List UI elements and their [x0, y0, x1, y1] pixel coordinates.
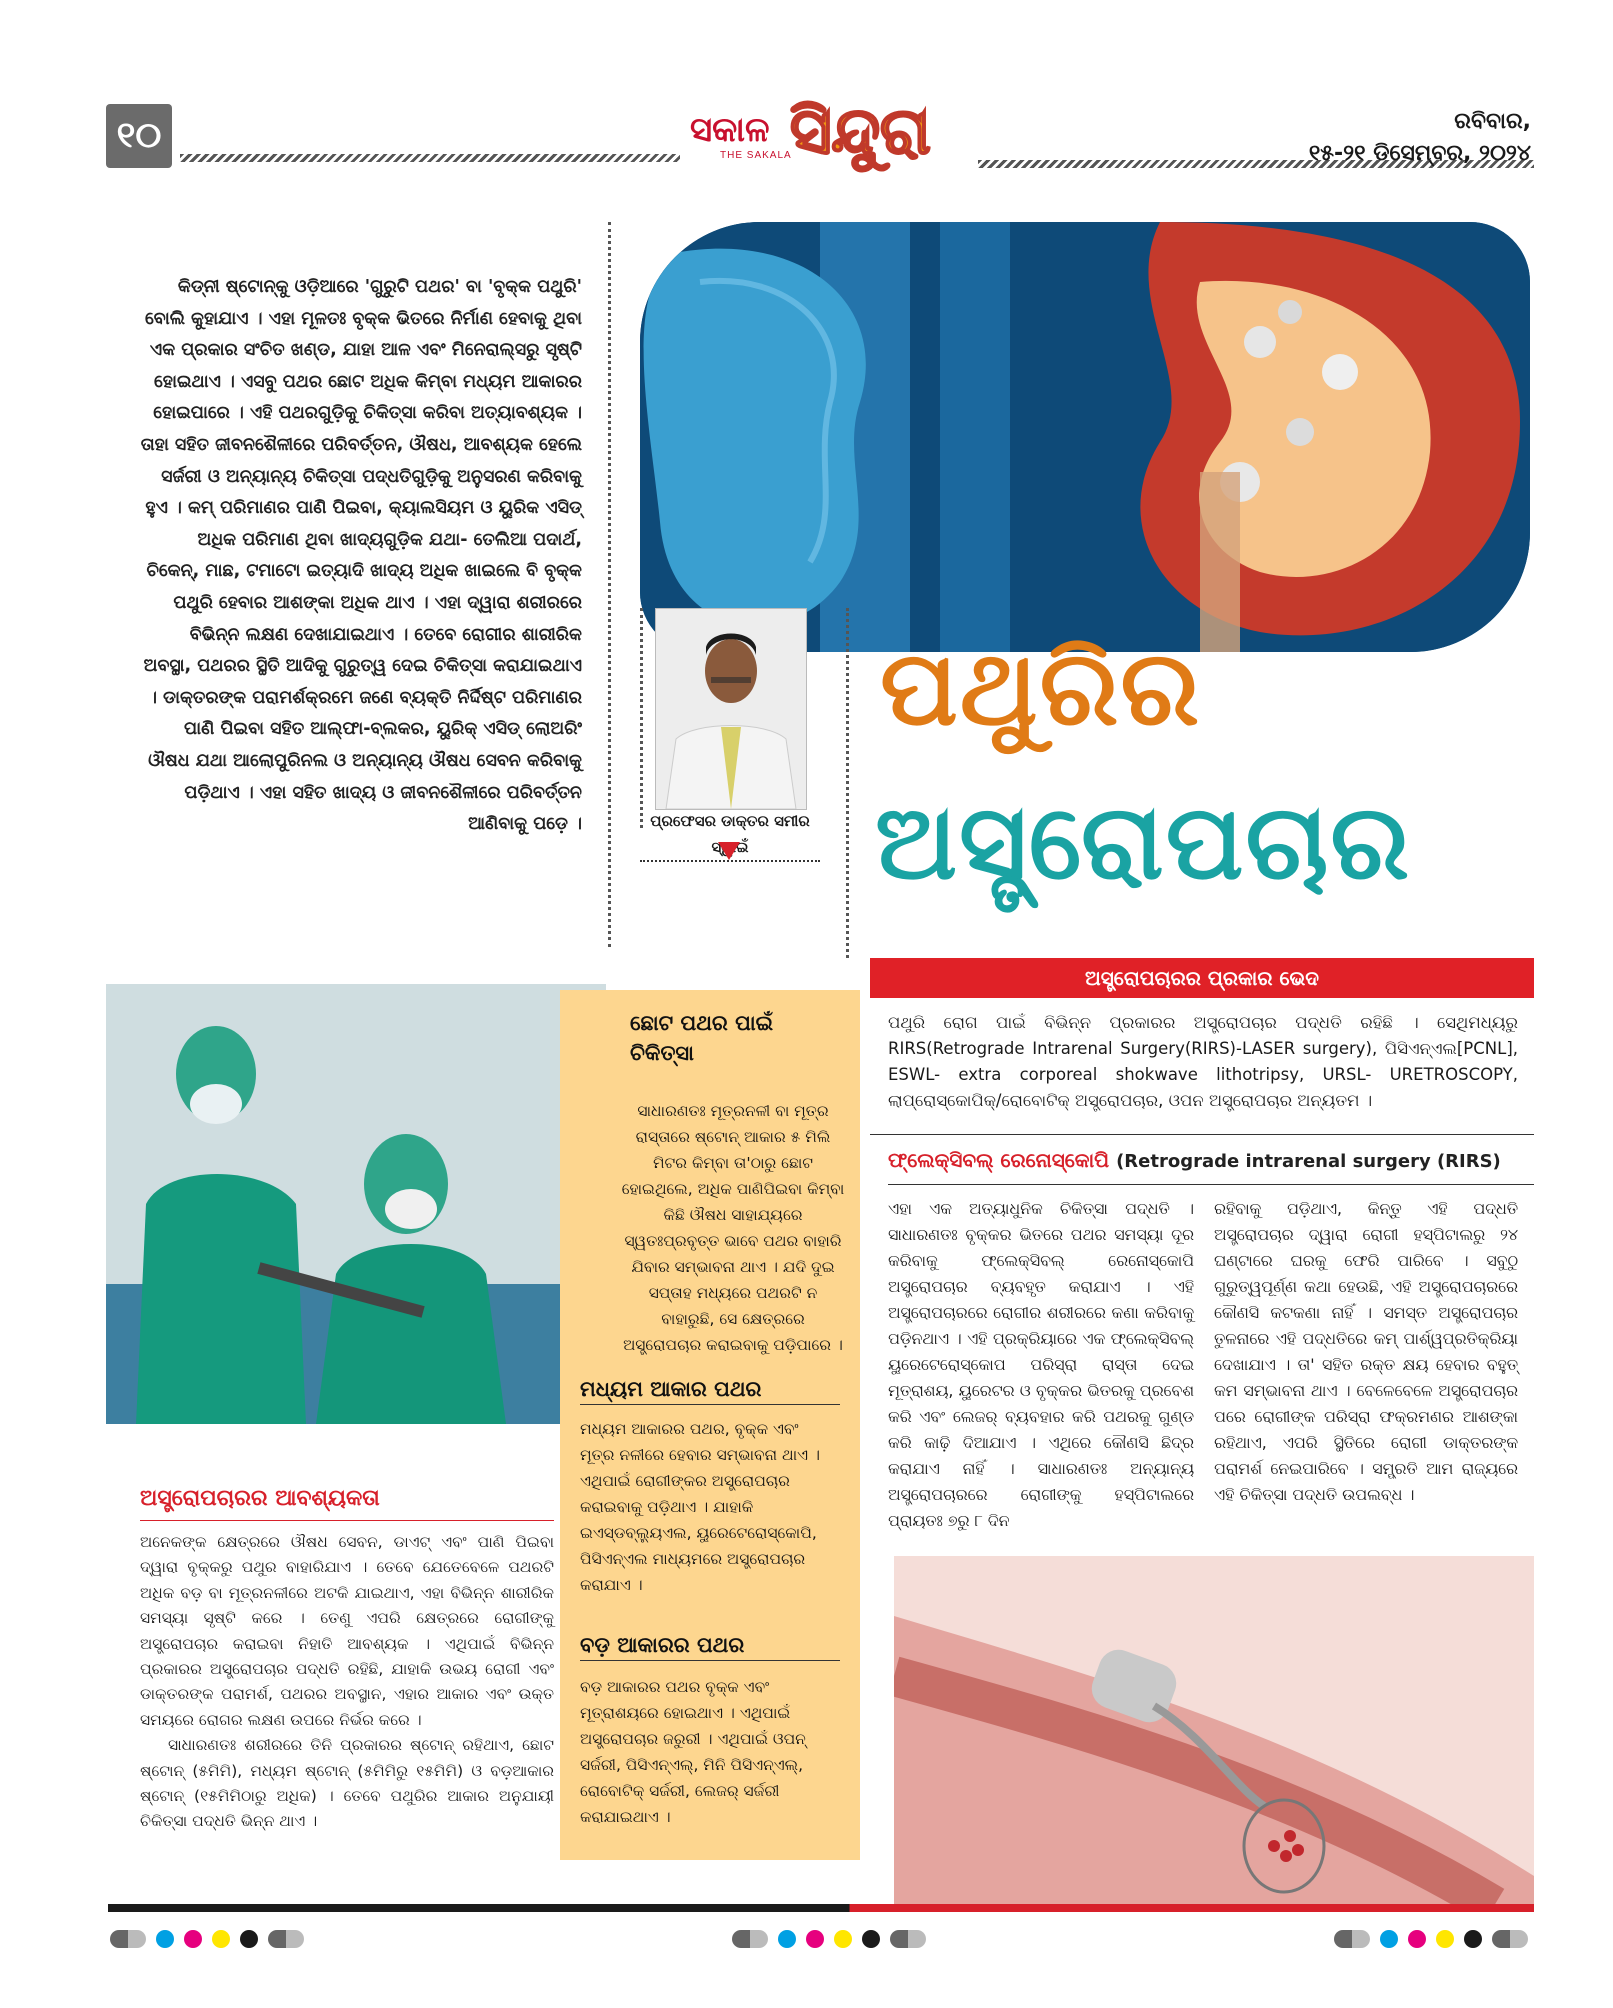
registration-pill [268, 1930, 304, 1948]
headline-line-1: ପଥୁରିର [880, 627, 1202, 749]
kidney-illustration [640, 222, 1530, 652]
author-caption: ପ୍ରଫେସର ଡାକ୍ତର ସମୀର ସ୍ୱାଇଁ [640, 808, 820, 862]
treatment-sidebar [560, 990, 860, 1860]
author-photo [655, 608, 807, 810]
large-stone-heading: ବଡ଼ ଆକାରର ପଥର [580, 1630, 840, 1661]
small-stone-heading: ଛୋଟ ପଥର ପାଇଁ ଚିକିତ୍ସା [630, 1011, 774, 1065]
kidney-illustration-svg [640, 222, 1530, 652]
types-heading-bar: ଅସ୍ତ୍ରୋପଚାରର ପ୍ରକାର ଭେଦ [870, 958, 1534, 998]
registration-marks-right [1334, 1930, 1528, 1948]
author-divider-right [846, 608, 849, 958]
need-paragraph-2: ସାଧାରଣତଃ ଶରୀରରେ ତିନି ପ୍ରକାରର ଷ୍ଟୋନ୍ ରହିଥାଏ, ଛୋଟ ଷ୍ଟୋନ୍ (୫ମିମି), ମଧ୍ୟମ ଷ୍ଟୋନ୍ (୫ମିମିରୁ ୧୫ମିମି) ଓ ବଡ଼ଆକାର ଷ୍ଟୋନ୍ (୧୫ମିମିଠାରୁ ଅଧିକ) । ତେବେ ପଥୁରିର ଆକାର ଅନୁଯାୟୀ ଚିକିତ୍ସା ପଦ୍ଧତି ଭିନ୍ନ ଥାଏ । [140, 1736, 554, 1831]
intro-divider [608, 222, 611, 947]
magenta-dot [806, 1930, 824, 1948]
rirs-column-2: ରହିବାକୁ ପଡ଼ିଥାଏ, କିନ୍ତୁ ଏହି ପଦ୍ଧତି ଅସ୍ତ୍ରୋପଚାର ଦ୍ୱାରା ରୋଗୀ ହସ୍ପିଟାଲରୁ ୨୪ ଘଣ୍ଟାରେ ଘରକୁ ଫେରି ପାରିବେ । ସବୁଠୁ ଗୁରୁତ୍ୱପୂର୍ଣ୍ଣ କଥା ହେଉଛି, ଏହି ଅସ୍ତ୍ରୋପଚାରରେ କୌଣସି କଟକଣା ନାହିଁ । ସମସ୍ତ ଅସ୍ତ୍ରୋପଚାର ତୁଳନାରେ ଏହି ପଦ୍ଧତିରେ କମ୍ ପାର୍ଶ୍ୱପ୍ରତିକ୍ରିୟା ଦେଖାଯାଏ । ତା' ସହିତ ରକ୍ତ କ୍ଷୟ ହେବାର ବହୁତ୍ କମ ସମ୍ଭାବନା ଥାଏ । ବେଳେବେଳେ ଅସ୍ତ୍ରୋପଚାର ପରେ ରୋଗୀଙ୍କ ପରିସ୍ରା ଫକ୍ରମଣର ଆଶଙ୍କା ରହିଥାଏ, ଏପରି ସ୍ଥିତିରେ ରୋଗୀ ଡାକ୍ତରଙ୍କ ପରାମର୍ଶ ନେଇପାରିବେ । ସମ୍ପ୍ରତି ଆମ ରାଜ୍ୟରେ ଏହି ଚିକିତ୍ସା ପଦ୍ଧତି ଉପଲବ୍ଧ । [1214, 1199, 1518, 1504]
caption-pointer-triangle [718, 842, 740, 860]
yellow-dot [834, 1930, 852, 1948]
issue-date-range: ୧୫-୨୧ ଡିସେମ୍ବର, ୨୦୨୪ [1308, 141, 1531, 166]
need-text [140, 1530, 554, 1835]
brand-logo-small: ସକାଳ [690, 110, 770, 150]
yellow-dot [1436, 1930, 1454, 1948]
cyan-dot [156, 1930, 174, 1948]
author-divider-left [640, 608, 643, 828]
surgery-photo [106, 984, 606, 1424]
registration-pill [890, 1930, 926, 1948]
registration-pill [1492, 1930, 1528, 1948]
footer-rule [108, 1904, 1534, 1912]
brand-logo-sub: THE SAKALA [720, 150, 792, 161]
brand-logo-main: ସିନ୍ଦୁରା [790, 94, 931, 169]
headline-line-2: ଅସ୍ତ୍ରୋପଚାର [875, 781, 1412, 903]
registration-pill [110, 1930, 146, 1948]
medium-stone-text: ମଧ୍ୟମ ଆକାରର ପଥର, ବୃକ୍କ ଏବଂ ମୂତ୍ର ନଳୀରେ ହେବାର ସମ୍ଭାବନା ଥାଏ । ଏଥିପାଇଁ ରୋଗୀଙ୍କର ଅସ୍ତ୍ରୋପଚାର କରାଇବାକୁ ପଡ଼ିଥାଏ । ଯାହାକି ଇଏସ୍‌ଡବ୍ଲ୍ୟୁଏଲ, ୟୁରେଟେରୋସ୍କୋପି, ପିସିଏନ୍‌ଏଲ ମାଧ୍ୟମରେ ଅସ୍ତ୍ରୋପଚାର କରାଯାଏ । [580, 1420, 820, 1594]
rirs-heading [888, 1148, 1501, 1172]
need-heading: ଅସ୍ତ୍ରୋପଚାରର ଆବଶ୍ୟକତା [140, 1486, 380, 1511]
types-divider [870, 1134, 1534, 1135]
medium-stone-heading: ମଧ୍ୟମ ଆକାର ପଥର [580, 1374, 840, 1405]
magenta-dot [1408, 1930, 1426, 1948]
rirs-column-1: ଏହା ଏକ ଅତ୍ୟାଧୁନିକ ଚିକିତ୍ସା ପଦ୍ଧତି । ସାଧାରଣତଃ ବୃକ୍କର ଭିତରେ ପଥର ସମସ୍ୟା ଦୂର କରିବାକୁ ଫ୍ଲେକ୍ସିବଲ୍ ରେନୋସ୍କୋପି ଅସ୍ତ୍ରୋପଚାର ବ୍ୟବହୃତ କରାଯାଏ । ଏହି ଅସ୍ତ୍ରୋପଚାରରେ ରୋଗୀର ଶରୀରରେ କଣା କରିବାକୁ ପଡ଼ିନଥାଏ । ଏହି ପ୍ରକ୍ରିୟାରେ ଏକ ଫ୍ଲେକ୍ସିବଲ୍ ୟୁରେଟେରୋସ୍କୋପ ପରିସ୍ରା ରାସ୍ତା ଦେଇ ମୂତ୍ରାଶୟ, ୟୁରେଟର ଓ ବୃକ୍କର ଭିତରକୁ ପ୍ରବେଶ କରି ଏବଂ ଲେଜର୍ ବ୍ୟବହାର କରି ପଥରକୁ ଗୁଣ୍ଡ କରି କାଢ଼ି ଦିଆଯାଏ । ଏଥିରେ କୌଣସି ଛିଦ୍ର କରାଯାଏ ନାହିଁ । ସାଧାରଣତଃ ଅନ୍ୟାନ୍ୟ ଅସ୍ତ୍ରୋପଚାରରେ ରୋଗୀଙ୍କୁ ହସ୍ପିଟାଲରେ ପ୍ରାୟତଃ ୭ରୁ ୮ ଦିନ [888, 1199, 1194, 1530]
black-dot [1464, 1930, 1482, 1948]
magenta-dot [184, 1930, 202, 1948]
large-stone-text: ବଡ଼ ଆକାରର ପଥର ବୃକ୍କ ଏବଂ ମୂତ୍ରାଶୟରେ ହୋଇଥାଏ । ଏଥିପାଇଁ ଅସ୍ତ୍ରୋପଚାର ଜରୁରୀ । ଏଥିପାଇଁ ଓପନ୍ ସର୍ଜରୀ, ପିସିଏନ୍‌ଏଲ୍, ମିନି ପିସିଏନ୍‌ଏଲ୍, ରୋବୋଟିକ୍ ସର୍ଜରୀ, ଲେଜର୍ ସର୍ଜରୀ କରାଯାଇଥାଏ । [580, 1678, 806, 1826]
author-avatar [656, 609, 806, 809]
types-paragraph: ପଥୁରି ରୋଗ ପାଇଁ ବିଭିନ୍ନ ପ୍ରକାରର ଅସ୍ତ୍ରୋପଚାର ପଦ୍ଧତି ରହିଛି । ସେଥିମଧ୍ୟରୁ RIRS(Retrograde Intrarenal Surgery(RIRS)-LASER surgery), ପିସିଏନ୍‌ଏଲ[PCNL], ESWL- extra corporeal shokwave lithotripsy, URSL- URETROSCOPY, ଲାପ୍ରୋସ୍କୋପିକ୍/ରୋବୋଟିକ୍ ଅସ୍ତ୍ରୋପଚାର, ଓପନ ଅସ୍ତ୍ରୋପଚାର ଅନ୍ୟତମ । [888, 1013, 1518, 1110]
registration-marks-left [110, 1930, 304, 1948]
black-dot [240, 1930, 258, 1948]
registration-marks-center [732, 1930, 926, 1948]
device-illustration-svg [894, 1556, 1534, 1906]
need-paragraph-1: ଅନେକଙ୍କ କ୍ଷେତ୍ରରେ ଔଷଧ ସେବନ, ଡାଏଟ୍ ଏବଂ ପାଣି ପିଇବା ଦ୍ୱାରା ବୃକ୍କରୁ ପଥୁର ବାହାରିଯାଏ । ତେବେ ଯେତେବେଳେ ପଥରଟି ଅଧିକ ବଡ଼ ବା ମୂତ୍ରନଳୀରେ ଅଟକି ଯାଇଥାଏ, ଏହା ବିଭିନ୍ନ ଶାରୀରିକ ସମସ୍ୟା ସୃଷ୍ଟି କରେ । ତେଣୁ ଏପରି କ୍ଷେତ୍ରରେ ରୋଗୀଙ୍କୁ ଅସ୍ତ୍ରୋପଚାର କରାଇବା ନିହାତି ଆବଶ୍ୟକ । ଏଥିପାଇଁ ବିଭିନ୍ନ ପ୍ରକାରର ଅସ୍ତ୍ରୋପଚାର ପଦ୍ଧତି ରହିଛି, ଯାହାକି ଉଭୟ ରୋଗୀ ଏବଂ ଡାକ୍ତରଙ୍କ ପରାମର୍ଶ, ପଥରର ଅବସ୍ଥାନ, ଏହାର ଆକାର ଏବଂ ଉକ୍ତ ସମୟରେ ରୋଗର ଲକ୍ଷଣ ଉପରେ ନିର୍ଭର କରେ । [140, 1533, 554, 1729]
surgery-photo-svg [106, 984, 606, 1424]
page-number: ୧୦ [106, 104, 172, 168]
black-dot [862, 1930, 880, 1948]
rirs-heading-odia: ଫ୍ଲେକ୍ସିବଲ୍ ରେନୋସ୍କୋପି [888, 1148, 1110, 1172]
rirs-heading-english: (Retrograde intrarenal surgery (RIRS) [1116, 1151, 1501, 1172]
need-underline [140, 1520, 554, 1521]
registration-pill [1334, 1930, 1370, 1948]
stone-basket-device-illustration [894, 1556, 1534, 1906]
small-stone-text: ସାଧାରଣତଃ ମୂତ୍ରନଳୀ ବା ମୂତ୍ର ରାସ୍ତାରେ ଷ୍ଟୋନ୍ ଆକାର ୫ ମିଲି ମିଟର କିମ୍ବା ତା'ଠାରୁ ଛୋଟ ହୋଇଥିଲେ, ଅଧିକ ପାଣିପିଇବା କିମ୍ବା କିଛି ଔଷଧ ସାହାଯ୍ୟରେ ସ୍ୱତଃପ୍ରବୃତ୍ତ ଭାବେ ପଥର ବାହାରି ଯିବାର ସମ୍ଭାବନା ଥାଏ । ଯଦି ଦୁଇ ସପ୍ତାହ ମଧ୍ୟରେ ପଥରଟି ନ ବାହାରୁଛି, ସେ କ୍ଷେତ୍ରରେ ଅସ୍ତ୍ରୋପଚାର କରାଇବାକୁ ପଡ଼ିପାରେ । [621, 1102, 845, 1354]
rirs-underline [888, 1184, 1534, 1185]
cyan-dot [1380, 1930, 1398, 1948]
issue-day: ରବିବାର, [1454, 109, 1531, 134]
yellow-dot [212, 1930, 230, 1948]
registration-pill [732, 1930, 768, 1948]
header-rule-left [180, 154, 680, 162]
cyan-dot [778, 1930, 796, 1948]
intro-paragraph: କିଡ୍‌ନୀ ଷ୍ଟୋନ୍‌କୁ ଓଡ଼ିଆରେ 'ଗୁରୁଟି ପଥର' ବା 'ବୃକ୍କ ପଥୁରି' ବୋଲି କୁହାଯାଏ । ଏହା ମୂଳତଃ ବୃକ୍କ ଭିତରେ ନିର୍ମାଣ ହେବାକୁ ଥିବା ଏକ ପ୍ରକାର ସଂଚିତ ଖଣ୍ଡ, ଯାହା ଆଳ ଏବଂ ମିନେରାଲ୍ସରୁ ସୃଷ୍ଟି ହୋଇଥାଏ । ଏସବୁ ପଥର ଛୋଟ ଅଧିକ କିମ୍ବା ମଧ୍ୟମ ଆକାରର ହୋଇପାରେ । ଏହି ପଥରଗୁଡ଼ିକୁ ଚିକିତ୍ସା କରିବା ଅତ୍ୟାବଶ୍ୟକ । ତାହା ସହିତ ଜୀବନଶୈଳୀରେ ପରିବର୍ତ୍ତନ, ଔଷଧ, ଆବଶ୍ୟକ ହେଲେ ସର୍ଜରୀ ଓ ଅନ୍ୟାନ୍ୟ ଚିକିତ୍ସା ପଦ୍ଧତିଗୁଡ଼ିକୁ ଅନୁସରଣ କରିବାକୁ ହୁଏ । କମ୍ ପରିମାଣର ପାଣି ପିଇବା, କ୍ୟାଲସିୟମ ଓ ୟୁରିକ ଏସିଡ୍ ଅଧିକ ପରିମାଣ ଥିବା ଖାଦ୍ୟଗୁଡ଼ିକ ଯଥା- ତେଲିଆ ପଦାର୍ଥ, ଚିକେନ୍, ମାଛ, ଟମାଟୋ ଇତ୍ୟାଦି ଖାଦ୍ୟ ଅଧିକ ଖାଇଲେ ବି ବୃକ୍କ ପଥୁରି ହେବାର ଆଶଙ୍କା ଅଧିକ ଥାଏ । ଏହା ଦ୍ୱାରା ଶରୀରରେ ବିଭିନ୍ନ ଲକ୍ଷଣ ଦେଖାଯାଇଥାଏ । ତେବେ ରୋଗୀର ଶାରୀରିକ ଅବସ୍ଥା, ପଥରର ସ୍ଥିତି ଆଦିକୁ ଗୁରୁତ୍ୱ ଦେଇ ଚିକିତ୍ସା କରାଯାଇଥାଏ । ଡାକ୍ତରଙ୍କ ପରାମର୍ଶକ୍ରମେ ଜଣେ ବ୍ୟକ୍ତି ନିର୍ଦ୍ଦିଷ୍ଟ ପରିମାଣର ପାଣି ପିଇବା ସହିତ ଆଲ୍‌ଫା-ବ୍ଲକର, ୟୁରିକ୍ ଏସିଡ୍ ଲୋଅରିଂ ଔଷଧ ଯଥା ଆଲୋପୁରିନଲ ଓ ଅନ୍ୟାନ୍ୟ ଔଷଧ ସେବନ କରିବାକୁ ପଡ଼ିଥାଏ । ଏହା ସହିତ ଖାଦ୍ୟ ଓ ଜୀବନଶୈଳୀରେ ପରିବର୍ତ୍ତନ ଆଣିବାକୁ ପଡ଼େ । [140, 277, 582, 835]
issue-date [1309, 106, 1531, 170]
